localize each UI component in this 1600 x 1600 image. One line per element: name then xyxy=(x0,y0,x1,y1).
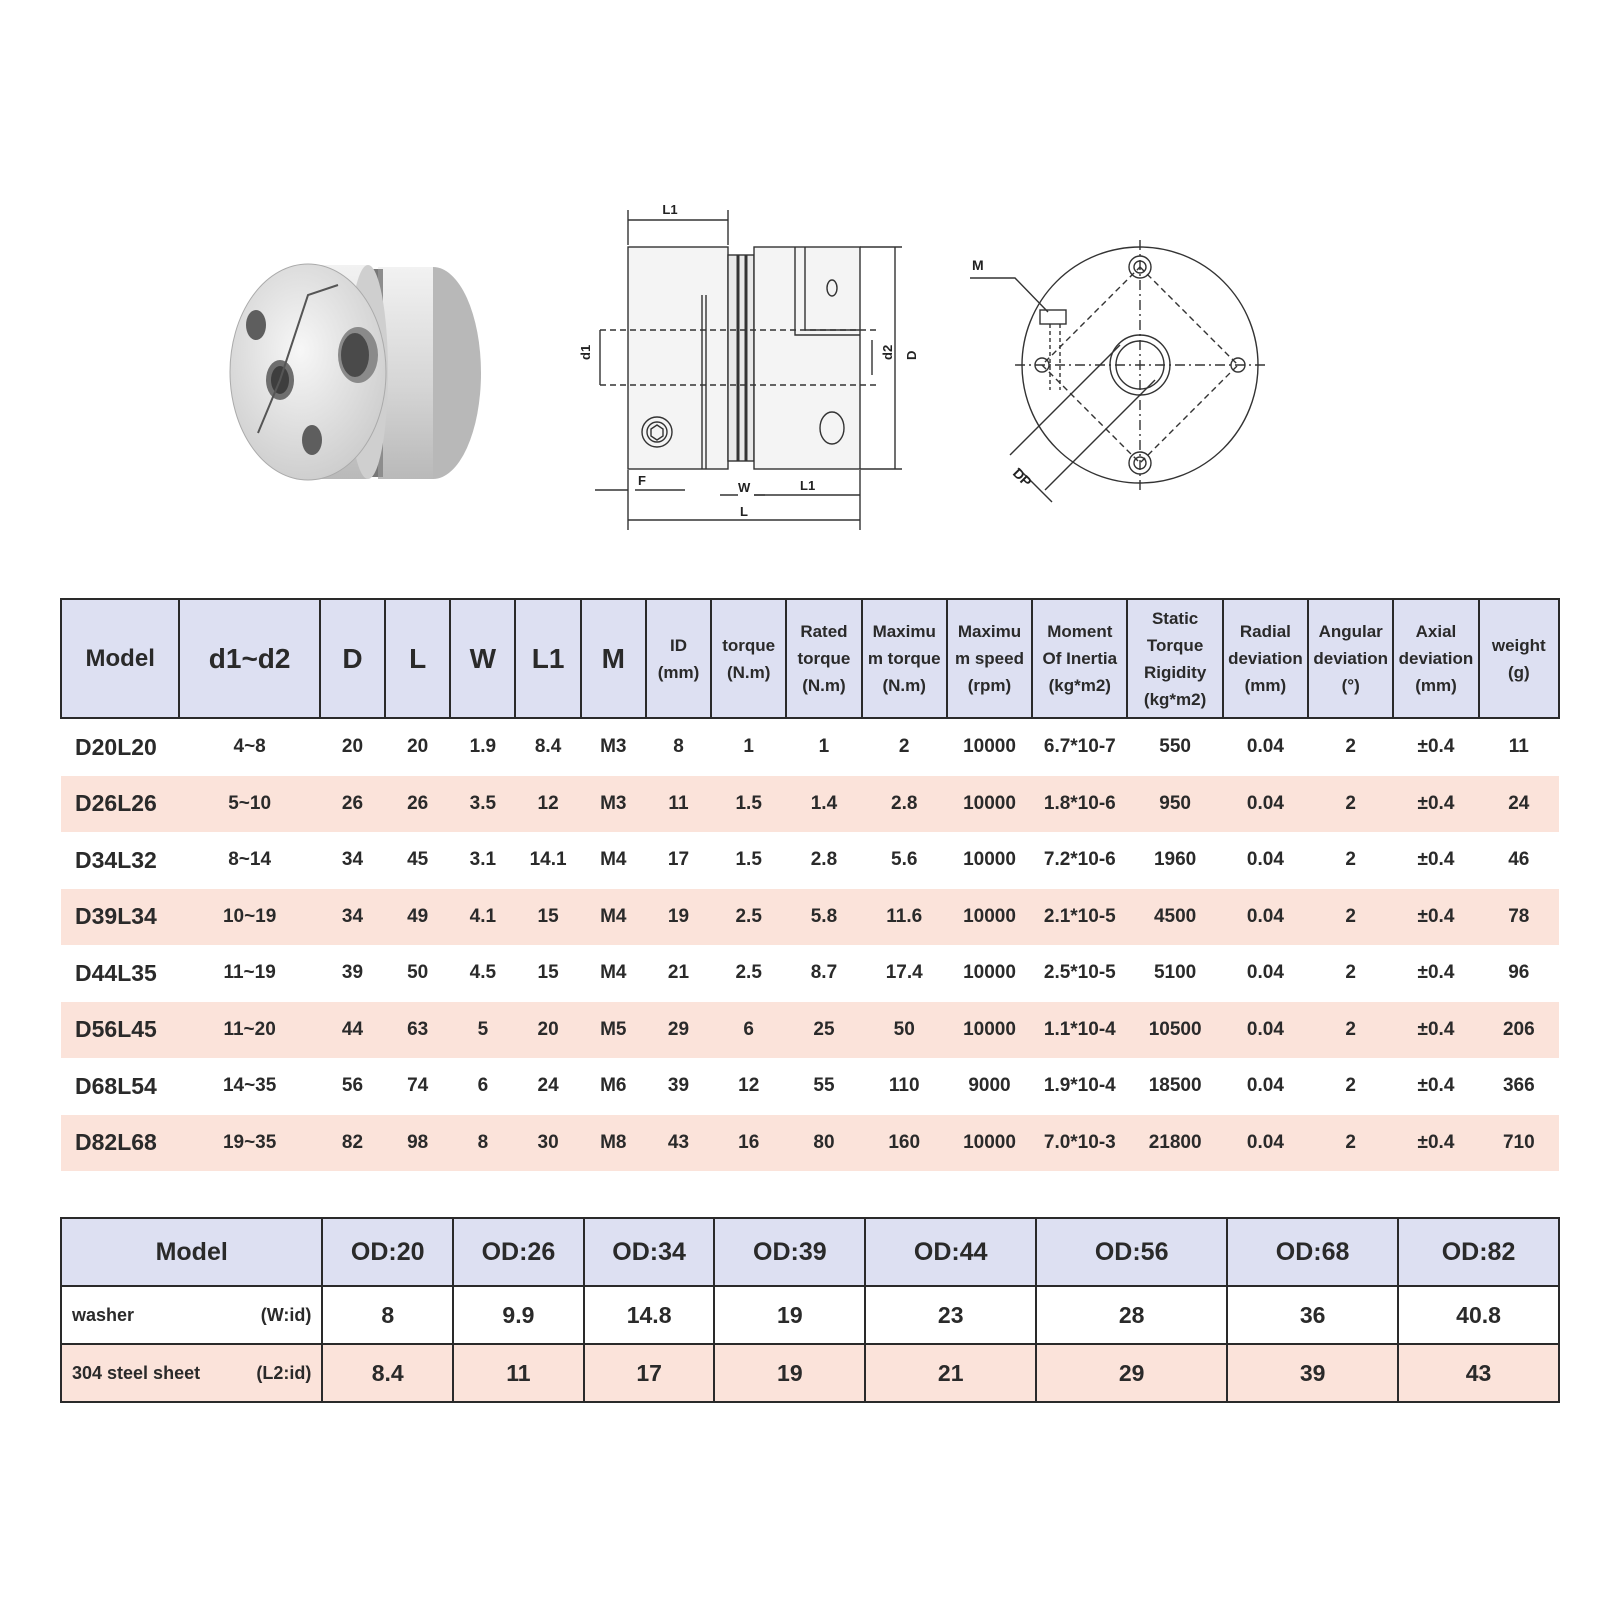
table-cell: 4.1 xyxy=(450,889,515,946)
table-cell: 16 xyxy=(711,1115,786,1172)
spec-header-row xyxy=(61,599,1559,718)
table-cell: 98 xyxy=(385,1115,450,1172)
spec-header-line: L1 xyxy=(531,643,565,674)
table-cell: 6 xyxy=(477,1075,489,1097)
table-cell: ±0.4 xyxy=(1393,1115,1478,1172)
table-cell: 1 xyxy=(818,736,830,758)
washer-table xyxy=(60,1217,1560,1403)
table-cell: ±0.4 xyxy=(1417,962,1455,984)
table-cell: 11.6 xyxy=(862,889,947,946)
spec-header-line: Axial xyxy=(1415,622,1457,641)
table-cell: M3 xyxy=(581,776,646,833)
table-cell: 8~14 xyxy=(228,849,272,871)
table-cell: 1.5 xyxy=(735,849,762,871)
table-cell: 15 xyxy=(515,889,580,946)
table-cell: M6 xyxy=(600,1075,627,1097)
spec-header-line: Maximu xyxy=(872,622,936,641)
table-cell: ±0.4 xyxy=(1393,776,1478,833)
spec-header-3 xyxy=(385,599,450,718)
table-cell: 2 xyxy=(898,736,910,758)
table-cell: 0.04 xyxy=(1246,736,1284,758)
table-cell: 29 xyxy=(1036,1344,1227,1402)
table-cell: 20 xyxy=(515,1002,580,1059)
table-cell: 1.4 xyxy=(786,776,861,833)
label-d1: d1 xyxy=(578,344,593,360)
table-cell: 39 xyxy=(667,1075,690,1097)
table-cell: 5~10 xyxy=(179,776,319,833)
label-m: M xyxy=(972,257,984,273)
spec-header-4 xyxy=(450,599,515,718)
table-cell: 24 xyxy=(537,1075,559,1097)
table-cell: 366 xyxy=(1502,1075,1535,1097)
row-label-name: washer xyxy=(72,1304,135,1325)
table-cell: 110 xyxy=(888,1075,920,1097)
table-cell: ±0.4 xyxy=(1393,889,1478,946)
table-cell: M8 xyxy=(581,1115,646,1172)
spec-header-line: Of Inertia xyxy=(1042,649,1118,668)
spec-header-line: weight xyxy=(1491,635,1546,655)
table-cell: 10000 xyxy=(963,736,1016,758)
spec-header-line: Angular xyxy=(1318,622,1383,641)
label-dp: DP xyxy=(1009,464,1035,490)
spec-header-line: (N.m) xyxy=(802,676,846,695)
spec-header-line: deviation xyxy=(1228,649,1303,668)
spec-table xyxy=(60,598,1560,1171)
spec-header-line: torque xyxy=(722,635,776,655)
label-d2: d2 xyxy=(880,344,895,360)
table-cell: 10000 xyxy=(947,1115,1032,1172)
table-row xyxy=(61,1058,1559,1115)
table-cell: 2 xyxy=(1308,776,1393,833)
table-cell: 0.04 xyxy=(1246,962,1284,984)
table-cell: 43 xyxy=(1398,1344,1559,1402)
table-cell: 1 xyxy=(743,736,754,758)
table-cell: 46 xyxy=(1508,849,1530,871)
spec-header-1 xyxy=(179,599,319,718)
model-cell: D56L45 xyxy=(61,1002,179,1059)
table-cell: 7.2*10-6 xyxy=(1043,849,1116,871)
spec-header-13 xyxy=(1127,599,1222,718)
spec-header-8 xyxy=(711,599,786,718)
table-cell: 5.6 xyxy=(891,849,918,871)
washer-header-6: OD:56 xyxy=(1036,1218,1227,1286)
table-row xyxy=(61,1115,1559,1172)
table-cell: 25 xyxy=(786,1002,861,1059)
spec-header-line: Rated xyxy=(800,622,848,641)
table-cell: 19~35 xyxy=(179,1115,319,1172)
table-cell: 710 xyxy=(1479,1115,1559,1172)
model-cell: D26L26 xyxy=(61,776,179,833)
table-cell: M5 xyxy=(581,1002,646,1059)
spec-header-line: M xyxy=(601,643,625,674)
table-cell: 55 xyxy=(813,1075,835,1097)
table-cell: 44 xyxy=(320,1002,385,1059)
spec-header-line: (N.m) xyxy=(882,676,926,695)
side-dimension-drawing xyxy=(578,200,920,545)
table-cell: 10000 xyxy=(963,962,1016,984)
table-cell: 160 xyxy=(862,1115,947,1172)
table-cell: 20 xyxy=(341,736,364,758)
table-cell: 28 xyxy=(1036,1286,1227,1344)
table-cell: 21 xyxy=(865,1344,1036,1402)
spec-header-line: Maximu xyxy=(957,622,1022,641)
table-cell: 2.8 xyxy=(810,849,838,871)
table-row xyxy=(61,1344,1559,1402)
table-cell: 0.04 xyxy=(1223,889,1308,946)
table-cell: 5100 xyxy=(1153,962,1197,984)
table-cell: 2.5 xyxy=(711,889,786,946)
row-label-unit: (L2:id) xyxy=(256,1362,312,1383)
table-cell: 6.7*10-7 xyxy=(1043,736,1116,758)
row-label-name: 304 steel sheet xyxy=(72,1362,201,1383)
table-row xyxy=(61,776,1559,833)
table-cell: 0.04 xyxy=(1223,1002,1308,1059)
row-label xyxy=(61,1286,322,1344)
table-cell: 24 xyxy=(1479,776,1559,833)
model-cell: D82L68 xyxy=(61,1115,179,1172)
table-cell: 10000 xyxy=(947,776,1032,833)
washer-header-5: OD:44 xyxy=(865,1218,1036,1286)
spec-header-0 xyxy=(61,599,179,718)
model-cell: D34L32 xyxy=(75,846,157,873)
spec-header-line: m torque xyxy=(867,649,941,668)
table-cell: 2.5 xyxy=(735,962,762,984)
spec-header-line: L xyxy=(409,643,427,674)
table-cell: 40.8 xyxy=(1398,1286,1559,1344)
spec-header-line: d1~d2 xyxy=(208,643,291,674)
spec-header-line: D xyxy=(342,643,363,674)
table-cell: 19 xyxy=(714,1286,865,1344)
table-cell: 17.4 xyxy=(885,962,923,984)
row-label-unit: (W:id) xyxy=(260,1304,312,1325)
washer-header-8: OD:82 xyxy=(1398,1218,1559,1286)
washer-header-3: OD:34 xyxy=(584,1218,715,1286)
table-cell: 74 xyxy=(407,1075,429,1097)
table-cell: 0.04 xyxy=(1223,776,1308,833)
table-cell: 5.8 xyxy=(786,889,861,946)
table-cell: 39 xyxy=(1227,1344,1398,1402)
table-cell: 23 xyxy=(865,1286,1036,1344)
table-cell: 82 xyxy=(320,1115,385,1172)
label-f: F xyxy=(638,473,646,488)
table-cell: 34 xyxy=(320,889,385,946)
washer-header-2: OD:26 xyxy=(453,1218,584,1286)
table-cell: 34 xyxy=(341,849,364,871)
model-cell: D39L34 xyxy=(61,889,179,946)
table-cell: 8 xyxy=(673,736,684,758)
table-cell: 21800 xyxy=(1127,1115,1222,1172)
table-cell: 17 xyxy=(667,849,690,871)
label-w: W xyxy=(738,480,751,495)
table-cell: 11 xyxy=(453,1344,584,1402)
table-cell: 15 xyxy=(537,962,559,984)
spec-header-line: (mm) xyxy=(657,662,700,682)
table-cell: 96 xyxy=(1508,962,1530,984)
table-cell: 2 xyxy=(1308,1002,1393,1059)
table-cell: 1.1*10-4 xyxy=(1032,1002,1127,1059)
coupling-photo xyxy=(228,255,498,495)
table-cell: 2 xyxy=(1345,849,1356,871)
spec-header-15 xyxy=(1308,599,1393,718)
spec-header-line: deviation xyxy=(1313,649,1388,668)
table-cell: 8.7 xyxy=(810,962,838,984)
table-cell: 43 xyxy=(646,1115,711,1172)
table-cell: 19 xyxy=(646,889,711,946)
spec-header-line: (N.m) xyxy=(726,662,771,682)
table-cell: ±0.4 xyxy=(1417,1075,1455,1097)
washer-header-row xyxy=(61,1218,1559,1286)
spec-header-line: Static xyxy=(1151,608,1199,628)
spec-header-14 xyxy=(1223,599,1308,718)
spec-header-line: (rpm) xyxy=(967,676,1012,695)
table-cell: 10500 xyxy=(1127,1002,1222,1059)
table-cell: 2 xyxy=(1345,962,1356,984)
table-cell: 26 xyxy=(320,776,385,833)
table-cell: 45 xyxy=(407,849,429,871)
table-cell: 8 xyxy=(322,1286,453,1344)
table-cell: 206 xyxy=(1479,1002,1559,1059)
spec-header-line: deviation xyxy=(1398,649,1474,668)
table-cell: 56 xyxy=(341,1075,364,1097)
spec-header-7 xyxy=(646,599,711,718)
spec-header-16 xyxy=(1393,599,1478,718)
model-cell: D20L20 xyxy=(75,733,157,760)
table-row xyxy=(61,718,1559,776)
table-cell: 80 xyxy=(786,1115,861,1172)
table-row xyxy=(61,889,1559,946)
table-cell: 78 xyxy=(1479,889,1559,946)
table-cell: 550 xyxy=(1159,736,1191,758)
spec-header-10 xyxy=(862,599,947,718)
table-cell: 11 xyxy=(1508,736,1529,758)
table-cell: 950 xyxy=(1127,776,1222,833)
front-view-drawing xyxy=(960,230,1280,510)
spec-header-line: Torque xyxy=(1146,635,1204,655)
spec-header-line: ID xyxy=(669,635,687,655)
spec-header-17 xyxy=(1479,599,1559,718)
table-cell: M4 xyxy=(600,962,627,984)
label-d: D xyxy=(904,350,919,360)
label-l1-bottom: L1 xyxy=(800,478,816,493)
table-cell: 63 xyxy=(385,1002,450,1059)
table-cell: 2 xyxy=(1308,889,1393,946)
table-cell: 2 xyxy=(1345,736,1356,758)
table-cell: 6 xyxy=(711,1002,786,1059)
table-cell: 10~19 xyxy=(179,889,319,946)
table-cell: 0.04 xyxy=(1246,849,1284,871)
table-cell: 14.1 xyxy=(529,849,567,871)
table-cell: 12 xyxy=(738,1075,760,1097)
spec-header-line: torque xyxy=(797,649,851,668)
spec-header-line: (mm) xyxy=(1244,676,1287,695)
table-cell: 9000 xyxy=(968,1075,1011,1097)
table-cell: 8.4 xyxy=(322,1344,453,1402)
table-cell: M4 xyxy=(581,889,646,946)
table-cell: 1.8*10-6 xyxy=(1032,776,1127,833)
table-cell: M3 xyxy=(600,736,627,758)
table-cell: 3.1 xyxy=(469,849,497,871)
spec-header-line: (°) xyxy=(1341,676,1360,695)
spec-header-line: W xyxy=(469,643,497,674)
table-cell: 8.4 xyxy=(534,736,562,758)
table-cell: 2.8 xyxy=(862,776,947,833)
table-cell: 29 xyxy=(646,1002,711,1059)
spec-header-line: Radial xyxy=(1239,622,1291,641)
row-label xyxy=(61,1344,322,1402)
model-cell: D44L35 xyxy=(75,959,157,986)
table-cell: 0.04 xyxy=(1223,1115,1308,1172)
washer-header-7: OD:68 xyxy=(1227,1218,1398,1286)
spec-header-line: (g) xyxy=(1507,662,1530,682)
label-l: L xyxy=(740,504,748,519)
table-cell: 2 xyxy=(1308,1115,1393,1172)
table-cell: 11 xyxy=(646,776,711,833)
table-cell: 17 xyxy=(584,1344,715,1402)
spec-header-12 xyxy=(1032,599,1127,718)
label-l1-top: L1 xyxy=(662,202,678,217)
model-cell: D68L54 xyxy=(75,1072,157,1099)
table-cell: 10000 xyxy=(947,889,1032,946)
spec-header-line: (kg*m2) xyxy=(1048,676,1111,695)
table-cell: ±0.4 xyxy=(1393,1002,1478,1059)
table-cell: 3.5 xyxy=(450,776,515,833)
table-cell: 18500 xyxy=(1148,1075,1202,1097)
table-cell: 30 xyxy=(515,1115,580,1172)
table-cell: 10000 xyxy=(963,849,1016,871)
table-cell: 7.0*10-3 xyxy=(1032,1115,1127,1172)
table-cell: 2.1*10-5 xyxy=(1032,889,1127,946)
table-cell: 12 xyxy=(515,776,580,833)
table-cell: 8 xyxy=(450,1115,515,1172)
table-cell: 0.04 xyxy=(1246,1075,1284,1097)
spec-header-line: (mm) xyxy=(1415,676,1457,695)
spec-header-line: m speed xyxy=(955,649,1024,668)
table-cell: 20 xyxy=(407,736,429,758)
table-cell: 2 xyxy=(1345,1075,1356,1097)
table-row xyxy=(61,1002,1559,1059)
table-row xyxy=(61,832,1559,889)
washer-header-0: Model xyxy=(61,1218,322,1286)
table-cell: 50 xyxy=(407,962,429,984)
spec-header-9 xyxy=(786,599,861,718)
table-cell: 36 xyxy=(1227,1286,1398,1344)
table-cell: ±0.4 xyxy=(1417,849,1455,871)
table-cell: 1.9*10-4 xyxy=(1043,1075,1116,1097)
table-cell: 19 xyxy=(714,1344,865,1402)
table-cell: 11~20 xyxy=(179,1002,319,1059)
spec-header-5 xyxy=(515,599,580,718)
table-cell: 50 xyxy=(862,1002,947,1059)
spec-header-2 xyxy=(320,599,385,718)
table-cell: 2.5*10-5 xyxy=(1043,962,1116,984)
spec-header-11 xyxy=(947,599,1032,718)
table-cell: 1960 xyxy=(1153,849,1197,871)
washer-header-4: OD:39 xyxy=(714,1218,865,1286)
spec-header-line: Moment xyxy=(1047,622,1113,641)
spec-header-line: Rigidity xyxy=(1143,662,1207,682)
table-cell: 26 xyxy=(385,776,450,833)
table-cell: 21 xyxy=(667,962,690,984)
table-cell: 11~19 xyxy=(223,962,276,984)
table-cell: 9.9 xyxy=(453,1286,584,1344)
table-cell: 10000 xyxy=(947,1002,1032,1059)
spec-header-line: (kg*m2) xyxy=(1143,689,1207,709)
table-row xyxy=(61,1286,1559,1344)
table-cell: 39 xyxy=(341,962,364,984)
table-cell: 5 xyxy=(450,1002,515,1059)
table-cell: 1.9 xyxy=(469,736,497,758)
table-cell: 4.5 xyxy=(469,962,497,984)
spec-header-line: Model xyxy=(85,645,155,672)
table-cell: 14.8 xyxy=(584,1286,715,1344)
table-cell: 49 xyxy=(385,889,450,946)
table-cell: 4~8 xyxy=(233,736,266,758)
table-row xyxy=(61,945,1559,1002)
table-cell: M4 xyxy=(600,849,627,871)
table-cell: ±0.4 xyxy=(1417,736,1455,758)
spec-header-6 xyxy=(581,599,646,718)
washer-header-1: OD:20 xyxy=(322,1218,453,1286)
table-cell: 14~35 xyxy=(222,1075,277,1097)
table-cell: 4500 xyxy=(1127,889,1222,946)
table-cell: 1.5 xyxy=(711,776,786,833)
